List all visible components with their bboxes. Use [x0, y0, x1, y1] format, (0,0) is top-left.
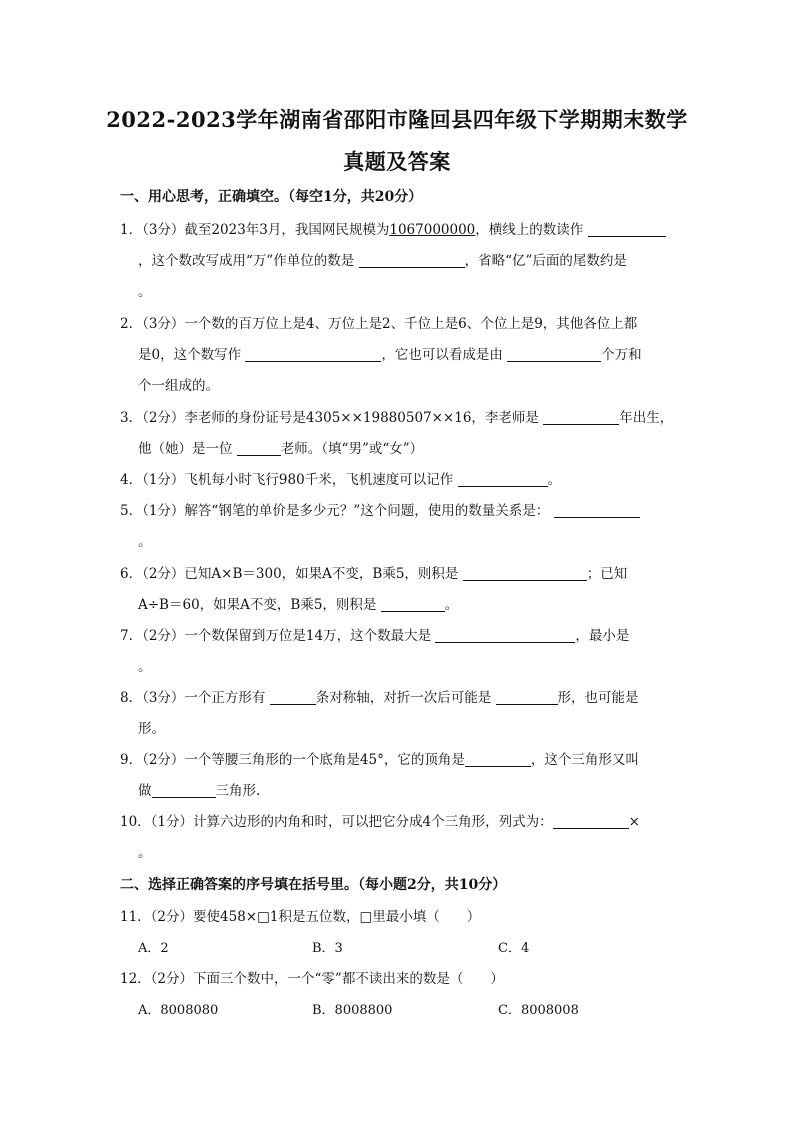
q8-text-b: 条对称轴，对折一次后可能是 [315, 690, 492, 706]
q1-text-c: ，这个数改写成用“万”作单位的数是 [138, 253, 355, 269]
q5-blank-1[interactable] [554, 502, 640, 518]
q10-text-c: 。 [138, 845, 152, 861]
q4-text-a: 4．（1分）飞机每小时飞行980千米，飞机速度可以记作 [120, 472, 454, 488]
document-title-line-1: 2022-2023学年湖南省邵阳市隆回县四年级下学期期末数学 [106, 107, 688, 132]
question-11-stem: 11．（2分）要使458×□1积是五位数，□里最小填（ ） [120, 909, 481, 925]
q1-text-b: ，横线上的数读作 [475, 222, 584, 238]
q11-option-c[interactable]: C．4 [498, 941, 530, 956]
question-9-line-2 [138, 779, 260, 799]
q7-text-a: 7．（2分）一个数保留到万位是14万，这个数最大是 [120, 628, 432, 644]
q8-text-c: 形，也可能是 [557, 690, 639, 706]
q3-text-a: 3．（2分）李老师的身份证号是4305××19880507××16，李老师是 [120, 410, 539, 426]
question-7-line-1 [120, 624, 629, 644]
q6-text-a: 6．（2分）已知A×B＝300，如果A不变，B乘5，则积是 [120, 566, 459, 582]
q3-text-b: 年出生， [619, 410, 674, 426]
q6-text-c: A÷B＝60，如果A不变，B乘5，则积是 [138, 597, 377, 613]
question-6-line-1 [120, 562, 627, 582]
q1-text-e: 。 [138, 284, 152, 300]
question-7-line-2 [138, 655, 152, 675]
q1-text-a: 1．（3分）截至2023年3月，我国网民规模为 [120, 222, 390, 238]
q8-blank-1[interactable] [270, 689, 316, 705]
q2-text-e: 个一组成的。 [138, 378, 219, 394]
question-1-line-2 [138, 249, 627, 269]
question-1-line-3 [138, 280, 152, 300]
q3-blank-2[interactable] [237, 440, 281, 456]
question-10-line-2 [138, 841, 152, 861]
q12-option-c[interactable]: C．8008008 [498, 1003, 579, 1018]
q4-text-b: 。 [547, 472, 561, 488]
q6-blank-1[interactable] [463, 565, 587, 581]
q10-text-a: 10．（1分）计算六边形的内角和时，可以把它分成4个三角形，列式为： [120, 814, 553, 830]
question-2-line-3 [138, 374, 219, 394]
q5-text-a: 5．（1分）解答“钢笔的单价是多少元？”这个问题，使用的数量关系是： [120, 503, 550, 519]
q12-option-b[interactable]: B．8008800 [312, 1003, 393, 1018]
question-10-line-1 [120, 810, 640, 830]
q12-option-a[interactable]: A．8008080 [138, 1003, 219, 1018]
q6-text-b: ；已知 [586, 566, 628, 582]
q2-text-d: 个万和 [601, 347, 642, 363]
question-8-line-2 [138, 717, 165, 737]
question-5-line-1 [120, 499, 640, 519]
q9-blank-2[interactable] [152, 782, 216, 798]
q9-text-b: ，这个三角形又叫 [530, 752, 639, 768]
q6-blank-2[interactable] [381, 596, 445, 612]
q2-blank-1[interactable] [245, 346, 381, 362]
q8-text-d: 形。 [138, 721, 165, 737]
q2-text-a: 2．（3分）一个数的百万位上是4、万位上是2、千位上是6、个位上是9，其他各位上都 [120, 316, 638, 332]
section-2-heading: 二、选择正确答案的序号填在括号里。（每小题2分，共10分） [120, 877, 507, 893]
question-3-line-2 [138, 437, 423, 457]
q2-text-b: 是0，这个数写作 [138, 347, 242, 363]
q7-text-c: 。 [138, 659, 152, 675]
q11-option-b[interactable]: B．3 [312, 941, 343, 956]
question-12-stem: 12．（2分）下面三个数中，一个“零”都不读出来的数是（ ） [120, 971, 504, 987]
question-9-line-1 [120, 748, 639, 768]
q3-blank-1[interactable] [543, 409, 619, 425]
question-5-line-2 [138, 530, 152, 550]
q9-blank-1[interactable] [465, 751, 531, 767]
question-2-line-2 [138, 343, 642, 363]
q4-blank-1[interactable] [458, 471, 548, 487]
question-8-line-1 [120, 686, 639, 706]
q9-text-c: 做 [138, 783, 152, 799]
q1-blank-1[interactable] [588, 221, 666, 237]
q8-blank-2[interactable] [496, 689, 558, 705]
question-6-line-2 [138, 593, 458, 613]
question-3-line-1 [120, 406, 673, 426]
question-1-line-1 [120, 218, 666, 238]
q10-text-b: × [628, 814, 640, 830]
q11-option-a[interactable]: A．2 [138, 941, 169, 956]
document-title-line-2: 真题及答案 [343, 149, 451, 174]
q7-text-b: ，最小是 [575, 628, 630, 644]
section-1-heading: 一、用心思考，正确填空。（每空1分，共20分） [120, 189, 423, 205]
q5-text-b: 。 [138, 534, 152, 550]
q1-text-d: ，省略“亿”后面的尾数约是 [464, 253, 627, 269]
q1-number: 1067000000 [389, 222, 476, 238]
q6-text-d: 。 [444, 597, 459, 613]
q10-blank-1[interactable] [553, 813, 629, 829]
q7-blank-1[interactable] [435, 627, 575, 643]
q3-text-c: 他（她）是一位 [138, 441, 233, 457]
question-4-line-1 [120, 468, 561, 488]
q9-text-d: 三角形. [215, 783, 261, 799]
question-2-line-1 [120, 312, 637, 332]
q2-blank-2[interactable] [507, 346, 601, 362]
q2-text-c: ，它也可以看成是由 [381, 347, 503, 363]
q8-text-a: 8．（3分）一个正方形有 [120, 690, 266, 706]
q3-text-d: 老师。（填“男”或“女”） [280, 441, 424, 457]
q9-text-a: 9．（2分）一个等腰三角形的一个底角是45°，它的顶角是 [120, 752, 465, 768]
q1-blank-2[interactable] [359, 252, 465, 268]
